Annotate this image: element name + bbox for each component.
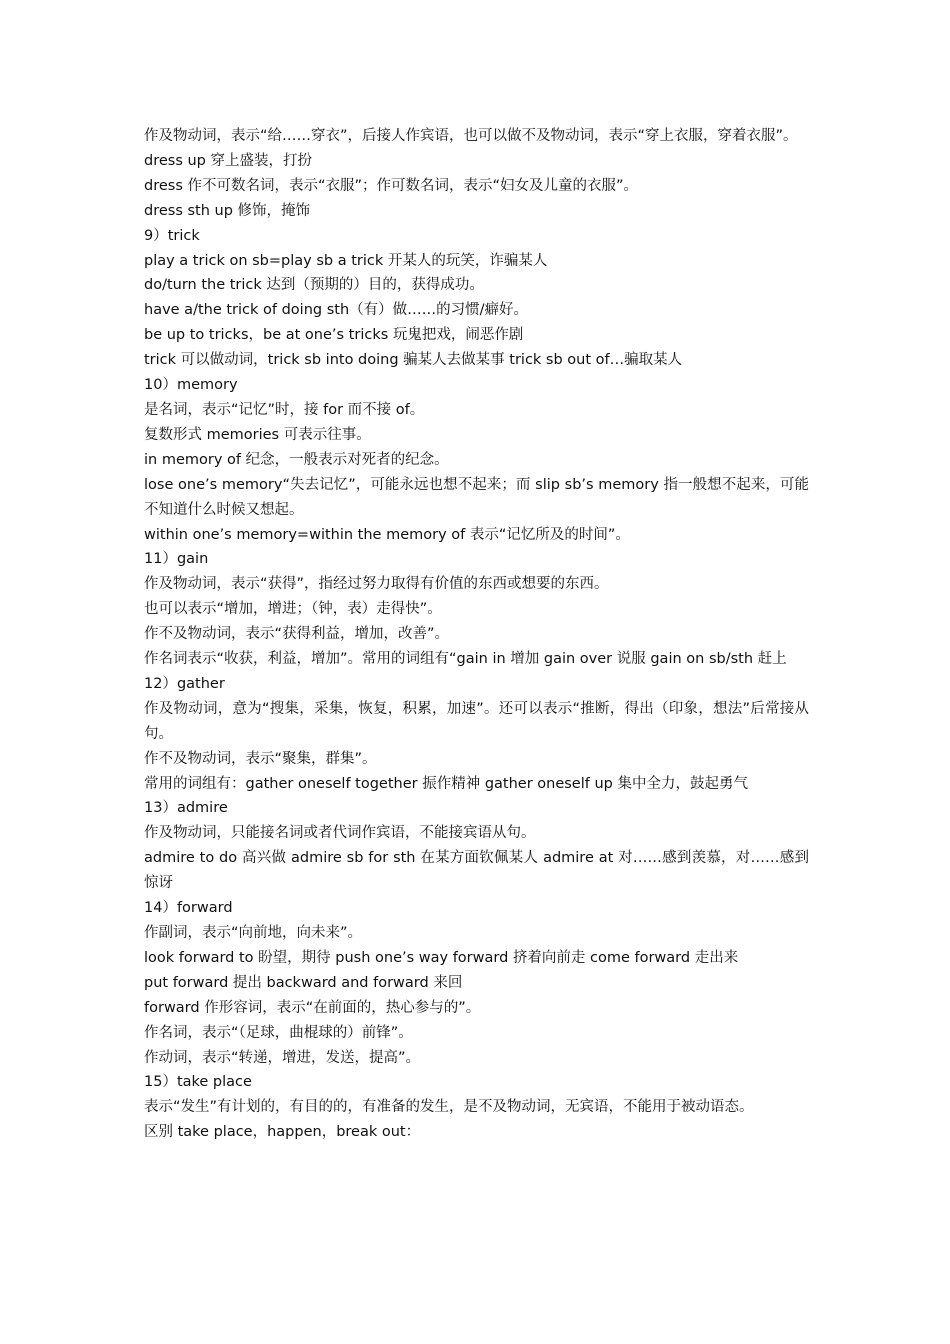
text-line: play a trick on sb=play sb a trick 开某人的玩笑，诈骗某人 <box>144 252 548 269</box>
text-line: dress sth up 修饰，掩饰 <box>144 202 311 219</box>
text-line: be up to tricks，be at one’s tricks 玩鬼把戏，闹恶作剧 <box>144 327 524 344</box>
text-line: 作及物动词，表示“给……穿衣”，后接人作宾语，也可以做不及物动词，表示“穿上衣服，穿着衣服”。 <box>144 128 798 144</box>
text-line: put forward 提出 backward and forward 来回 <box>144 974 463 991</box>
text-line: dress up 穿上盛装，打扮 <box>144 152 312 169</box>
text-line: 作副词，表示“向前地，向未来”。 <box>144 925 363 941</box>
section-heading-memory: 10）memory <box>144 377 238 394</box>
section-heading-trick: 9）trick <box>144 227 200 244</box>
text-line: 作名词表示“收获，利益，增加”。常用的词组有“gain in 增加 gain over 说服 gain on sb/sth 赶上 <box>144 651 787 668</box>
text-line: within one’s memory=within the memory of 表示“记忆所及的时间”。 <box>144 526 630 543</box>
section-heading-gather: 12）gather <box>144 675 225 692</box>
text-line: 作名词，表示“（足球，曲棍球的）前锋”。 <box>144 1024 413 1041</box>
section-heading-gain: 11）gain <box>144 551 209 568</box>
text-line: dress 作不可数名词，表示“衣服”；作可数名词，表示“妇女及儿童的衣服”。 <box>144 177 639 194</box>
text-line: 作动词，表示“转递，增进，发送，提高”。 <box>144 1049 421 1066</box>
text-line: lose one’s memory“失去记忆”，可能永远也想不起来；而 slip sb’s memory 指一般想不起来，可能不知道什么时候又想起。 <box>144 476 809 518</box>
text-line: 作及物动词，意为“搜集，采集，恢复，积累，加速”。还可以表示“推断，得出（印象，想法”后常接从句。 <box>144 700 809 742</box>
text-line: have a/the trick of doing sth（有）做……的习惯/癖好。 <box>144 302 529 319</box>
text-line: forward 作形容词，表示“在前面的，热心参与的”。 <box>144 999 481 1016</box>
text-line: 是名词，表示“记忆”时，接 for 而不接 of。 <box>144 401 425 418</box>
text-line: 作不及物动词，表示“获得利益，增加，改善”。 <box>144 626 450 643</box>
text-line: trick 可以做动词，trick sb into doing 骗某人去做某事 trick sb out of…骗取某人 <box>144 352 683 369</box>
text-line: 常用的词组有：gather oneself together 振作精神 gather oneself up 集中全力，鼓起勇气 <box>144 775 748 792</box>
document-body <box>144 124 809 1145</box>
text-line: admire to do 高兴做 admire sb for sth 在某方面钦佩某人 admire at 对……感到羡慕，对……感到惊讶 <box>144 850 809 892</box>
text-line: in memory of 纪念，一般表示对死者的纪念。 <box>144 451 449 468</box>
text-line: do/turn the trick 达到（预期的）目的，获得成功。 <box>144 277 484 294</box>
text-line: 也可以表示“增加，增进；（钟，表）走得快”。 <box>144 601 442 618</box>
text-line: 复数形式 memories 可表示往事。 <box>144 426 371 443</box>
text-line: 表示“发生”有计划的，有目的的，有准备的发生，是不及物动词，无宾语，不能用于被动语态。 <box>144 1099 754 1116</box>
text-line: 作及物动词，只能接名词或者代词作宾语，不能接宾语从句。 <box>144 825 536 842</box>
section-heading-take-place: 15）take place <box>144 1074 252 1091</box>
section-heading-admire: 13）admire <box>144 800 228 817</box>
section-heading-forward: 14）forward <box>144 900 233 917</box>
text-line: 作不及物动词，表示“聚集，群集”。 <box>144 750 377 767</box>
text-line: 区别 take place，happen，break out： <box>144 1124 421 1141</box>
text-line: 作及物动词，表示“获得”，指经过努力取得有价值的东西或想要的东西。 <box>144 576 609 593</box>
text-line: look forward to 盼望，期待 push one’s way forward 挤着向前走 come forward 走出来 <box>144 949 739 966</box>
